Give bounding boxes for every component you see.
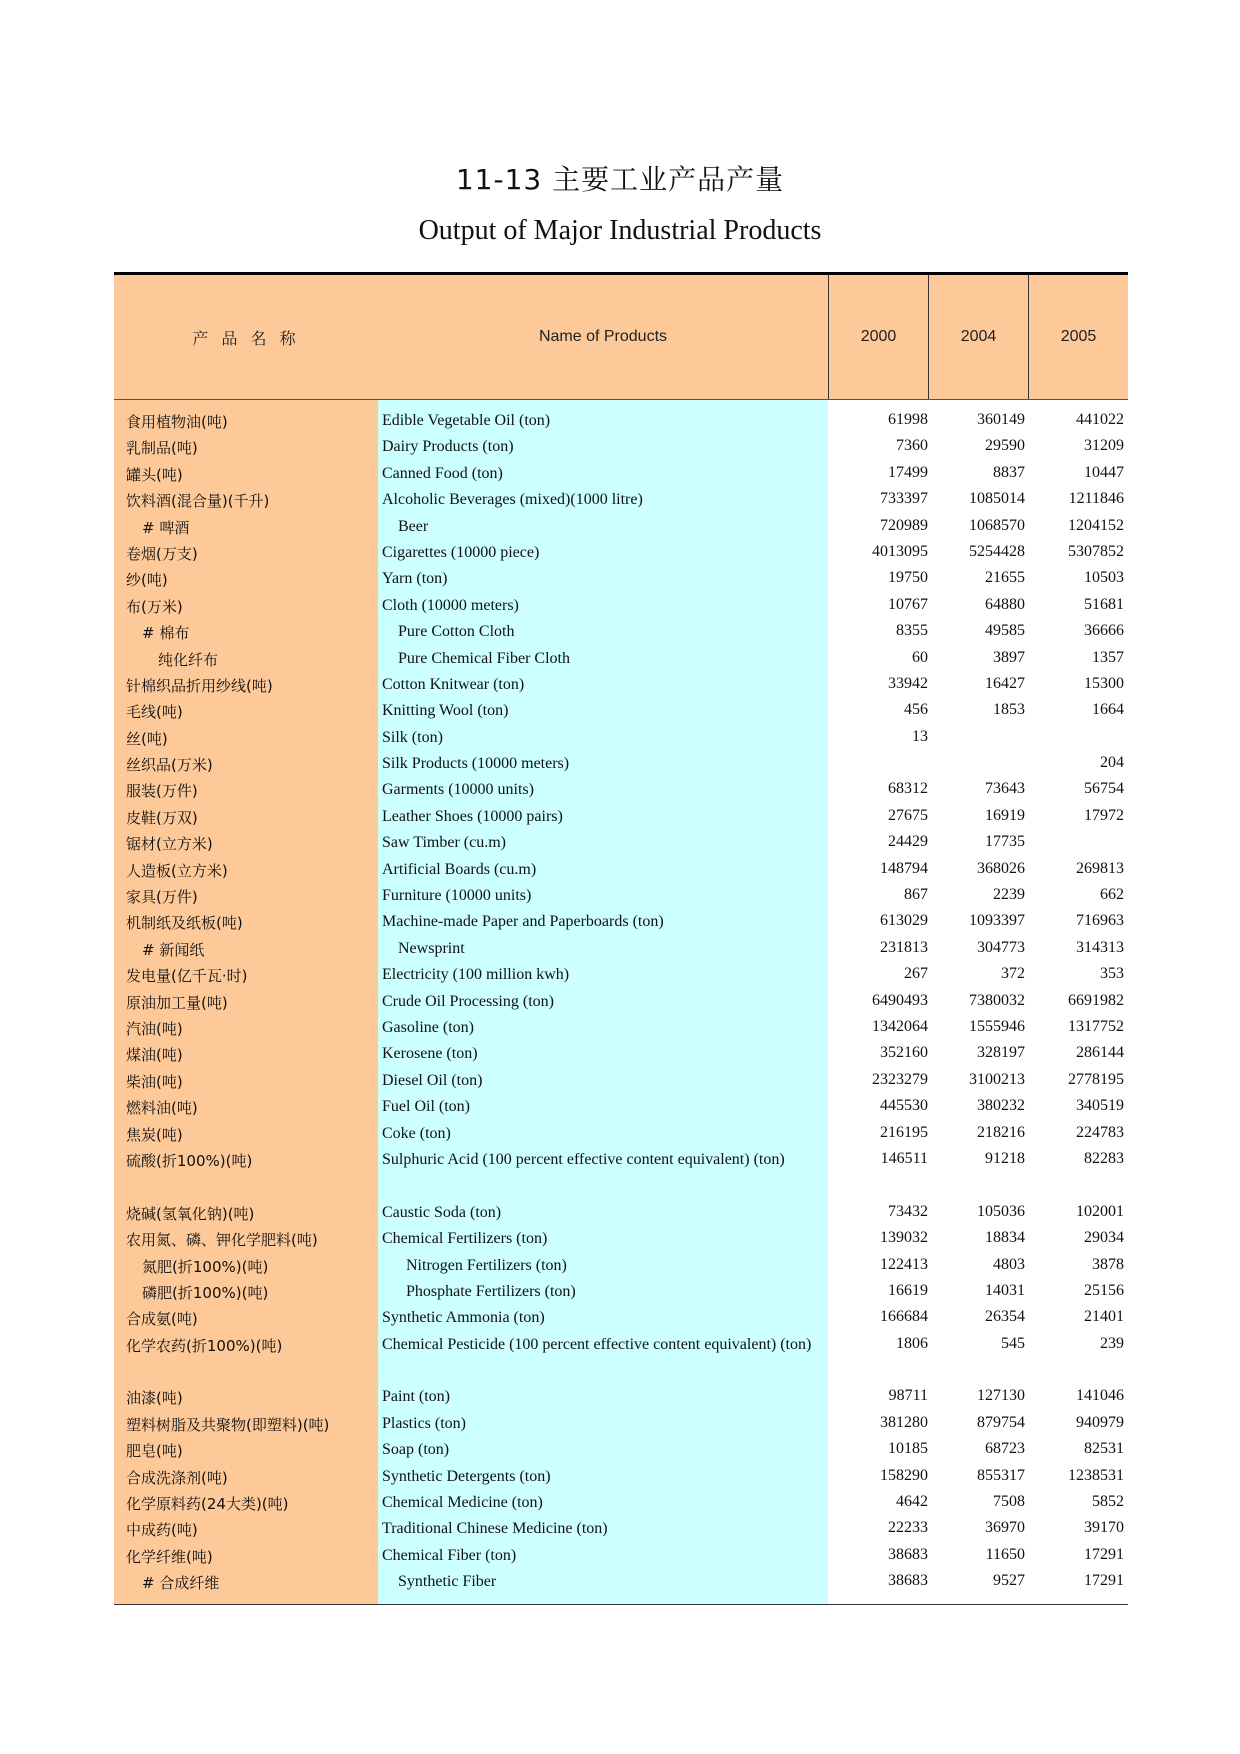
table-row xyxy=(114,408,1128,434)
value-2005: 6691982 xyxy=(1068,991,1124,1009)
value-2005: 940979 xyxy=(1076,1413,1124,1431)
value-2000: 1342064 xyxy=(872,1017,928,1035)
table-row xyxy=(114,962,1128,988)
value-2005: 662 xyxy=(1100,886,1124,904)
product-name-en: Leather Shoes (10000 pairs) xyxy=(382,807,563,825)
value-2000: 1806 xyxy=(896,1334,928,1352)
product-name-en: Fuel Oil (ton) xyxy=(382,1098,470,1116)
value-2000: 456 xyxy=(904,701,928,719)
header-year-2004: 2004 xyxy=(929,275,1028,399)
value-2004: 1093397 xyxy=(969,912,1025,930)
value-2000: 17499 xyxy=(888,463,928,481)
product-name-cn: 锯材(立方米) xyxy=(126,835,213,854)
value-2000: 445530 xyxy=(880,1097,928,1115)
value-2000: 98711 xyxy=(888,1387,928,1405)
page-title-chinese: 11-13 主要工业产品产量 xyxy=(455,163,785,196)
value-2000: 27675 xyxy=(888,806,928,824)
header-product-name-cn: 产 品 名 称 xyxy=(114,275,378,399)
product-name-en: Coke (ton) xyxy=(382,1124,451,1142)
value-2005: 269813 xyxy=(1076,859,1124,877)
table-row xyxy=(114,883,1128,909)
product-name-cn: 乳制品(吨) xyxy=(126,439,198,458)
value-2005: 1211846 xyxy=(1068,490,1124,508)
table-row xyxy=(114,698,1128,724)
product-name-cn: 塑料树脂及共聚物(即塑料)(吨) xyxy=(126,1415,330,1434)
value-2005: 82283 xyxy=(1084,1149,1124,1167)
value-2000: 6490493 xyxy=(872,991,928,1009)
value-2005: 353 xyxy=(1100,965,1124,983)
value-2004: 304773 xyxy=(977,938,1025,956)
table-row xyxy=(114,1121,1128,1147)
table-row xyxy=(114,725,1128,751)
header-divider xyxy=(828,275,829,399)
value-2005: 1204152 xyxy=(1068,516,1124,534)
product-name-cn: 化学纤维(吨) xyxy=(126,1547,213,1566)
value-2004: 8837 xyxy=(993,463,1025,481)
value-2000: 4642 xyxy=(896,1493,928,1511)
product-name-en: Cigarettes (10000 piece) xyxy=(382,543,540,561)
value-2000: 38683 xyxy=(888,1572,928,1590)
value-2004: 17735 xyxy=(985,833,1025,851)
table-row xyxy=(114,593,1128,619)
value-2000: 8355 xyxy=(896,622,928,640)
product-name-cn: 化学原料药(24大类)(吨) xyxy=(126,1495,289,1514)
product-name-en: Silk Products (10000 meters) xyxy=(382,755,570,773)
product-name-cn: 布(万米) xyxy=(126,597,183,616)
table-row xyxy=(114,1279,1128,1305)
value-2000: 7360 xyxy=(896,437,928,455)
value-2004: 64880 xyxy=(985,595,1025,613)
value-2005: 25156 xyxy=(1084,1281,1124,1299)
product-name-en: Pure Cotton Cloth xyxy=(398,623,515,641)
value-2004: 14031 xyxy=(985,1281,1025,1299)
value-2005: 5307852 xyxy=(1068,542,1124,560)
product-name-en: Silk (ton) xyxy=(382,728,443,746)
product-name-cn: 毛线(吨) xyxy=(126,703,183,722)
table-row xyxy=(114,989,1128,1015)
value-2004: 218216 xyxy=(977,1123,1025,1141)
value-2000: 381280 xyxy=(880,1413,928,1431)
product-name-cn: 发电量(亿千瓦·时) xyxy=(126,967,248,986)
table-row xyxy=(114,1068,1128,1094)
value-2004: 127130 xyxy=(977,1387,1025,1405)
value-2000: 613029 xyxy=(880,912,928,930)
value-2005: 39170 xyxy=(1084,1519,1124,1537)
value-2005: 314313 xyxy=(1076,938,1124,956)
table-row xyxy=(114,777,1128,803)
product-name-cn: 丝(吨) xyxy=(126,729,168,748)
product-name-en: Gasoline (ton) xyxy=(382,1018,474,1036)
product-name-en: Cotton Knitwear (ton) xyxy=(382,675,525,693)
value-2004: 3897 xyxy=(993,648,1025,666)
product-name-cn: 农用氮、磷、钾化学肥料(吨) xyxy=(126,1231,318,1250)
value-2004: 4803 xyxy=(993,1255,1025,1273)
table-row xyxy=(114,1384,1128,1410)
value-2005: 17972 xyxy=(1084,806,1124,824)
product-name-cn: 油漆(吨) xyxy=(126,1389,183,1408)
product-name-en: Chemical Fiber (ton) xyxy=(382,1546,517,1564)
value-2004: 18834 xyxy=(985,1229,1025,1247)
value-2000: 4013095 xyxy=(872,542,928,560)
value-2005: 15300 xyxy=(1084,674,1124,692)
value-2004: 372 xyxy=(1001,965,1025,983)
page-title-english: Output of Major Industrial Products xyxy=(418,215,822,246)
product-name-en: Plastics (ton) xyxy=(382,1414,466,1432)
value-2000: 10767 xyxy=(888,595,928,613)
product-name-cn: 卷烟(万支) xyxy=(126,544,198,563)
table-row xyxy=(114,487,1128,513)
header-product-name-en: Name of Products xyxy=(378,275,828,399)
product-name-cn: 针棉织品折用纱线(吨) xyxy=(126,676,273,695)
value-2004: 105036 xyxy=(977,1202,1025,1220)
product-name-en: Machine-made Paper and Paperboards (ton) xyxy=(382,913,664,931)
value-2005: 1317752 xyxy=(1068,1017,1124,1035)
product-name-en: Chemical Medicine (ton) xyxy=(382,1494,543,1512)
table-row xyxy=(114,1015,1128,1041)
table-body xyxy=(114,408,1128,1596)
header-year-2005: 2005 xyxy=(1029,275,1128,399)
value-2004: 9527 xyxy=(993,1572,1025,1590)
table-row xyxy=(114,1041,1128,1067)
value-2000: 73432 xyxy=(888,1202,928,1220)
product-name-en: Alcoholic Beverages (mixed)(1000 litre) xyxy=(382,491,643,509)
value-2005: 36666 xyxy=(1084,622,1124,640)
product-name-cn: 化学农药(折100%)(吨) xyxy=(126,1336,283,1355)
product-name-en: Crude Oil Processing (ton) xyxy=(382,992,554,1010)
product-name-cn: 家具(万件) xyxy=(126,888,198,907)
value-2005: 1664 xyxy=(1092,701,1124,719)
product-name-cn: 服装(万件) xyxy=(126,782,198,801)
product-name-cn: 中成药(吨) xyxy=(126,1521,198,1540)
product-name-cn: # 合成纤维 xyxy=(142,1574,220,1593)
value-2000: 122413 xyxy=(880,1255,928,1273)
table-row xyxy=(114,672,1128,698)
product-name-en: Synthetic Ammonia (ton) xyxy=(382,1309,545,1327)
value-2005: 56754 xyxy=(1084,780,1124,798)
value-2004: 68723 xyxy=(985,1440,1025,1458)
table-row xyxy=(114,1094,1128,1120)
value-2004: 11650 xyxy=(985,1545,1025,1563)
value-2004: 7508 xyxy=(993,1493,1025,1511)
product-name-en: Synthetic Detergents (ton) xyxy=(382,1467,551,1485)
value-2000: 33942 xyxy=(888,674,928,692)
value-2000: 720989 xyxy=(880,516,928,534)
product-name-en: Artificial Boards (cu.m) xyxy=(382,860,537,878)
value-2005: 82531 xyxy=(1084,1440,1124,1458)
value-2000: 2323279 xyxy=(872,1070,928,1088)
value-2000: 38683 xyxy=(888,1545,928,1563)
table-row xyxy=(114,1543,1128,1569)
product-name-en: Sulphuric Acid (100 percent effective content equivalent) (ton) xyxy=(382,1150,785,1168)
table-row xyxy=(114,1253,1128,1279)
product-name-cn: 焦炭(吨) xyxy=(126,1125,183,1144)
product-name-en: Phosphate Fertilizers (ton) xyxy=(406,1282,576,1300)
product-name-en: Garments (10000 units) xyxy=(382,781,534,799)
value-2000: 68312 xyxy=(888,780,928,798)
value-2000: 10185 xyxy=(888,1440,928,1458)
value-2000: 148794 xyxy=(880,859,928,877)
value-2000: 22233 xyxy=(888,1519,928,1537)
value-2005: 1357 xyxy=(1092,648,1124,666)
value-2005: 5852 xyxy=(1092,1493,1124,1511)
product-name-en: Dairy Products (ton) xyxy=(382,438,514,456)
value-2000: 158290 xyxy=(880,1466,928,1484)
value-2004: 91218 xyxy=(985,1149,1025,1167)
value-2004: 1853 xyxy=(993,701,1025,719)
value-2004: 360149 xyxy=(977,411,1025,428)
value-2005: 141046 xyxy=(1076,1387,1124,1405)
value-2004: 29590 xyxy=(985,437,1025,455)
table-row xyxy=(114,1437,1128,1463)
value-2005: 31209 xyxy=(1084,437,1124,455)
table-row xyxy=(114,857,1128,883)
product-name-cn: 原油加工量(吨) xyxy=(126,993,228,1012)
product-name-cn: 硫酸(折100%)(吨) xyxy=(126,1151,253,1170)
product-name-cn: 汽油(吨) xyxy=(126,1019,183,1038)
product-name-cn: 烧碱(氢氧化钠)(吨) xyxy=(126,1204,255,1223)
value-2000: 61998 xyxy=(888,411,928,428)
product-name-cn: 磷肥(折100%)(吨) xyxy=(142,1283,269,1302)
value-2004: 879754 xyxy=(977,1413,1025,1431)
value-2000: 267 xyxy=(904,965,928,983)
value-2005: 3878 xyxy=(1092,1255,1124,1273)
value-2004: 36970 xyxy=(985,1519,1025,1537)
value-2004: 1555946 xyxy=(969,1017,1025,1035)
product-name-cn: 纱(吨) xyxy=(126,571,168,590)
table-row xyxy=(114,1569,1128,1595)
product-name-cn: 纯化纤布 xyxy=(158,650,219,669)
value-2005: 2778195 xyxy=(1068,1070,1124,1088)
table-row xyxy=(114,1464,1128,1490)
value-2000: 352160 xyxy=(880,1044,928,1062)
product-name-en: Electricity (100 million kwh) xyxy=(382,966,570,984)
product-name-en: Soap (ton) xyxy=(382,1441,450,1459)
table-row xyxy=(114,1516,1128,1542)
product-name-en: Edible Vegetable Oil (ton) xyxy=(382,412,551,429)
value-2005: 17291 xyxy=(1084,1572,1124,1590)
value-2005: 716963 xyxy=(1076,912,1124,930)
value-2005: 224783 xyxy=(1076,1123,1124,1141)
product-name-en: Pure Chemical Fiber Cloth xyxy=(398,649,570,667)
product-name-cn: 柴油(吨) xyxy=(126,1072,183,1091)
product-name-en: Kerosene (ton) xyxy=(382,1045,478,1063)
value-2000: 19750 xyxy=(888,569,928,587)
product-name-cn: 燃料油(吨) xyxy=(126,1099,198,1118)
value-2005: 10447 xyxy=(1084,463,1124,481)
value-2000: 867 xyxy=(904,886,928,904)
product-name-en: Caustic Soda (ton) xyxy=(382,1203,502,1221)
value-2005: 340519 xyxy=(1076,1097,1124,1115)
value-2005: 10503 xyxy=(1084,569,1124,587)
value-2000: 146511 xyxy=(880,1149,928,1167)
table-row xyxy=(114,540,1128,566)
product-name-cn: 合成洗涤剂(吨) xyxy=(126,1468,228,1487)
product-name-cn: # 新闻纸 xyxy=(142,940,205,959)
table-row xyxy=(114,1147,1128,1200)
table-bottom-rule xyxy=(114,1604,1128,1605)
value-2004: 16919 xyxy=(985,806,1025,824)
value-2000: 166684 xyxy=(880,1308,928,1326)
value-2004: 368026 xyxy=(977,859,1025,877)
table-row xyxy=(114,461,1128,487)
product-name-en: Cloth (10000 meters) xyxy=(382,596,519,614)
table-row xyxy=(114,1490,1128,1516)
value-2005: 51681 xyxy=(1084,595,1124,613)
value-2005: 21401 xyxy=(1084,1308,1124,1326)
value-2004: 2239 xyxy=(993,886,1025,904)
value-2004: 16427 xyxy=(985,674,1025,692)
value-2004: 49585 xyxy=(985,622,1025,640)
value-2005: 17291 xyxy=(1084,1545,1124,1563)
product-name-en: Chemical Pesticide (100 percent effective content equivalent) (ton) xyxy=(382,1335,812,1353)
header-divider xyxy=(1028,275,1029,399)
product-name-cn: 合成氨(吨) xyxy=(126,1310,198,1329)
table-row xyxy=(114,804,1128,830)
value-2004: 73643 xyxy=(985,780,1025,798)
table-row xyxy=(114,1200,1128,1226)
product-name-en: Nitrogen Fertilizers (ton) xyxy=(406,1256,567,1274)
product-name-en: Yarn (ton) xyxy=(382,570,448,588)
value-2005: 204 xyxy=(1100,754,1124,772)
product-name-cn: 食用植物油(吨) xyxy=(126,413,228,431)
product-name-en: Diesel Oil (ton) xyxy=(382,1071,483,1089)
value-2004: 26354 xyxy=(985,1308,1025,1326)
table-row xyxy=(114,566,1128,592)
value-2005: 102001 xyxy=(1076,1202,1124,1220)
product-name-en: Synthetic Fiber xyxy=(398,1573,497,1591)
header-year-2000: 2000 xyxy=(829,275,928,399)
product-name-en: Chemical Fertilizers (ton) xyxy=(382,1230,548,1248)
value-2005: 29034 xyxy=(1084,1229,1124,1247)
value-2005: 286144 xyxy=(1076,1044,1124,1062)
value-2004: 5254428 xyxy=(969,542,1025,560)
value-2005: 441022 xyxy=(1076,411,1124,428)
product-name-cn: 丝织品(万米) xyxy=(126,756,213,775)
product-name-en: Traditional Chinese Medicine (ton) xyxy=(382,1520,608,1538)
product-name-en: Paint (ton) xyxy=(382,1388,450,1406)
value-2000: 231813 xyxy=(880,938,928,956)
table-row xyxy=(114,1411,1128,1437)
value-2004: 545 xyxy=(1001,1334,1025,1352)
table-row xyxy=(114,909,1128,935)
value-2000: 16619 xyxy=(888,1281,928,1299)
product-name-cn: 机制纸及纸板(吨) xyxy=(126,914,243,933)
product-name-cn: 皮鞋(万双) xyxy=(126,808,198,827)
value-2004: 7380032 xyxy=(969,991,1025,1009)
product-name-en: Canned Food (ton) xyxy=(382,464,503,482)
value-2004: 855317 xyxy=(977,1466,1025,1484)
table-row xyxy=(114,936,1128,962)
value-2004: 328197 xyxy=(977,1044,1025,1062)
product-name-cn: 饮料酒(混合量)(千升) xyxy=(126,492,270,511)
value-2004: 1085014 xyxy=(969,490,1025,508)
product-name-en: Newsprint xyxy=(398,939,465,957)
table-row xyxy=(114,1226,1128,1252)
value-2000: 139032 xyxy=(880,1229,928,1247)
product-name-cn: 罐头(吨) xyxy=(126,465,183,484)
product-name-cn: 肥皂(吨) xyxy=(126,1442,183,1461)
product-name-en: Saw Timber (cu.m) xyxy=(382,834,506,852)
table-row xyxy=(114,1305,1128,1331)
product-name-cn: # 啤酒 xyxy=(142,518,190,537)
table-row xyxy=(114,751,1128,777)
product-name-cn: 氮肥(折100%)(吨) xyxy=(142,1257,269,1276)
product-name-en: Beer xyxy=(398,517,429,535)
table-row xyxy=(114,619,1128,645)
value-2004: 21655 xyxy=(985,569,1025,587)
table-row xyxy=(114,514,1128,540)
product-name-cn: 煤油(吨) xyxy=(126,1046,183,1065)
product-name-cn: # 棉布 xyxy=(142,624,190,643)
header-divider xyxy=(928,275,929,399)
product-name-en: Knitting Wool (ton) xyxy=(382,702,509,720)
table-row xyxy=(114,830,1128,856)
value-2005: 239 xyxy=(1100,1334,1124,1352)
table-row xyxy=(114,1332,1128,1385)
value-2000: 24429 xyxy=(888,833,928,851)
product-name-en: Furniture (10000 units) xyxy=(382,887,532,905)
value-2000: 216195 xyxy=(880,1123,928,1141)
value-2000: 13 xyxy=(912,727,928,745)
value-2005: 1238531 xyxy=(1068,1466,1124,1484)
value-2000: 60 xyxy=(912,648,928,666)
value-2004: 1068570 xyxy=(969,516,1025,534)
value-2004: 3100213 xyxy=(969,1070,1025,1088)
value-2000: 733397 xyxy=(880,490,928,508)
table-row xyxy=(114,646,1128,672)
value-2004: 380232 xyxy=(977,1097,1025,1115)
product-name-cn: 人造板(立方米) xyxy=(126,861,228,880)
table-row xyxy=(114,434,1128,460)
